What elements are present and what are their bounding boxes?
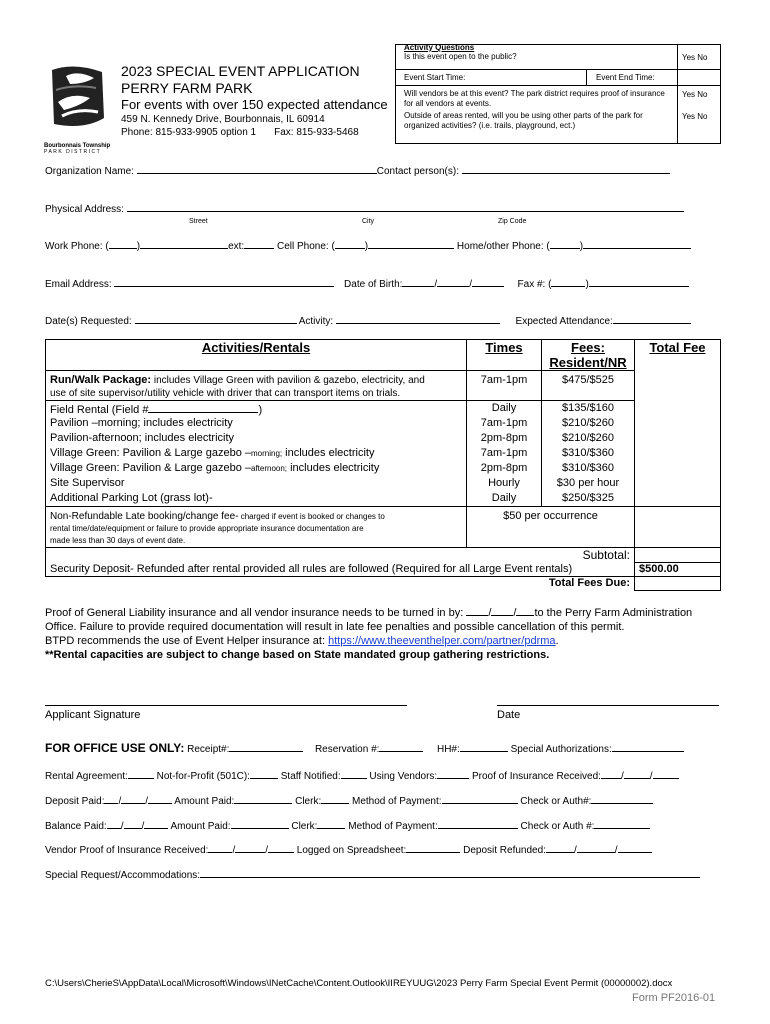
special-auth-label: Special Authorizations: [510,744,612,755]
header-fees: Fees: Resident/NR [542,340,635,371]
contact-info [121,113,359,139]
amount-paid-field[interactable] [234,792,292,804]
subtotal-field[interactable] [635,548,721,563]
yes-no-areas[interactable]: Yes No [682,112,708,121]
dob-month[interactable] [402,275,434,287]
balance-year[interactable] [144,817,168,829]
vendors-label: Using Vendors: [369,771,438,782]
park-district-logo [44,62,112,155]
address-row [45,200,684,215]
refunded-day[interactable] [577,841,615,853]
rental-agreement-label: Rental Agreement: [45,771,128,782]
logo-text-township: Bourbonnais Township [44,143,111,149]
late-fee-total[interactable] [635,507,721,548]
proof-ins-month[interactable] [601,767,621,779]
dob-label: Date of Birth: [344,279,403,290]
email-label: Email Address: [45,279,112,290]
dob-day[interactable] [437,275,469,287]
time-cell: Daily [491,402,517,414]
contact-field[interactable] [462,162,670,174]
work-phone-field[interactable] [140,237,228,249]
fee-cell: $30 per hour [556,477,620,489]
nfp-label: Not-for-Profit (501C): [156,771,250,782]
runwalk-fee: $475/$525 [542,371,635,401]
deposit-label: Security Deposit- Refunded after rental provided all rules are followed (Required for all Large Event rentals) [46,562,635,577]
method-2-label: Method of Payment: [348,821,438,832]
fax-area-code[interactable] [551,275,585,287]
table-row [46,371,721,401]
fee-cell: $135/$160 [562,402,614,414]
staff-label: Staff Notified: [280,771,341,782]
late-fee-row: Non-Refundable Late booking/change fee- charged if event is booked or changes to rental time/date/equipment or failure to provide appropriate insurance documentation are made less than 30 days of event date. $50 per occurrence [46,507,721,548]
office-failure-text: Office. Failure to provide required documentation will result in late fee penalties and possible cancellation of this permit. [45,621,625,633]
date-line[interactable] [497,705,719,706]
signature-line[interactable] [45,705,407,706]
balance-month[interactable] [107,817,121,829]
check-2-label: Check or Auth #: [520,821,595,832]
receipt-label: Receipt#: [187,744,230,755]
deposit-paid-label: Deposit Paid: [45,796,105,807]
date-label: Date [497,709,521,721]
table-row [46,401,721,507]
attendance-field[interactable] [613,312,691,324]
fax: Fax: 815-933-5468 [274,127,359,138]
proof-text: Proof of General Liability insurance and all vendor insurance needs to be turned in by: [45,607,464,619]
logo-text-district: PARK DISTRICT [44,149,102,155]
clerk-2-field[interactable] [317,817,345,829]
fee-cell: $210/$260 [562,417,614,429]
total-fees-label: Total Fees Due: [46,577,635,591]
village-green-morning-row: Village Green: Pavilion & Large gazebo –morning; includes electricity [50,447,375,459]
attendance-label: Expected Attendance: [515,316,613,327]
time-row [396,69,720,86]
method-2-field[interactable] [438,817,518,829]
activity-field[interactable] [336,312,500,324]
amount-paid-label: Amount Paid: [174,796,235,807]
special-request-field[interactable] [200,866,700,878]
check-field[interactable] [591,792,653,804]
applicant-signature-label: Applicant Signature [45,709,141,721]
street-caption: Street [189,218,208,225]
city-caption: City [362,218,375,225]
refunded-label: Deposit Refunded: [463,845,546,856]
refunded-year[interactable] [618,841,652,853]
question-public: Is this event open to the public? [404,52,517,61]
check-label: Check or Auth#: [520,796,592,807]
dates-row [45,312,691,327]
time-cell: Hourly [488,477,520,489]
proof-insurance-label: Proof of Insurance Received: [472,771,601,782]
cell-area-code[interactable] [335,237,365,249]
email-field[interactable] [114,275,334,287]
time-cell: Daily [491,492,517,504]
zip-caption: Zip Code [498,218,527,225]
clerk-2-label: Clerk: [291,821,318,832]
pavilion-morning-row: Pavilion –morning; includes electricity [50,417,233,429]
deposit-paid-month[interactable] [104,792,118,804]
btpd-text: BTPD recommends the use of Event Helper insurance at: [45,635,329,647]
vendor-proof-month[interactable] [208,841,232,853]
fax-field[interactable] [589,275,689,287]
office-row-4: Balance Paid: / / Amount Paid: Clerk: Method of Payment: Check or Auth #: [45,817,650,832]
staff-field[interactable] [341,767,367,779]
contact-label: Contact person(s): [376,166,459,177]
vendors-field[interactable] [437,767,469,779]
dates-field[interactable] [135,312,297,324]
start-time-label: Event Start Time: [404,73,466,82]
title-line-1: 2023 SPECIAL EVENT APPLICATION [121,63,360,79]
title-line-2: PERRY FARM PARK [121,80,253,96]
deposit-row [46,562,721,577]
village-green-afternoon-row: Village Green: Pavilion & Large gazebo –afternoon; includes electricity [50,462,380,474]
phone-row: Work Phone: ( ) ext: Cell Phone: ( ) Home/other Phone: ( ) [45,237,691,252]
logged-label: Logged on Spreadsheet: [296,845,407,856]
fee-cell: $310/$360 [562,447,614,459]
event-helper-link[interactable]: https://www.theeventhelper.com/partner/pdrma [328,635,556,647]
amount-paid-2-field[interactable] [231,817,289,829]
question-vendors: Will vendors be at this event? The park district requires proof of insurance for all vendors at events. [404,89,665,108]
ext-label: ext: [228,241,245,252]
receipt-field[interactable] [229,740,303,752]
deposit-paid-year[interactable] [148,792,172,804]
hh-field[interactable] [460,740,508,752]
amount-paid-2-label: Amount Paid: [170,821,231,832]
deposit-paid-day[interactable] [121,792,145,804]
org-name-row [45,162,670,177]
office-row-3: Deposit Paid: / / Amount Paid: Clerk: Method of Payment: Check or Auth#: [45,792,653,807]
special-request-label: Special Request/Accommodations: [45,870,201,881]
physical-address-label: Physical Address: [45,204,124,215]
balance-paid-label: Balance Paid: [45,821,107,832]
late-fee-label: Non-Refundable Late booking/change fee- [50,511,239,522]
ext-field[interactable] [244,237,274,249]
address: 459 N. Kennedy Drive, Bourbonnais, IL 60914 [121,114,325,125]
refunded-month[interactable] [546,841,574,853]
cell-phone-field[interactable] [368,237,454,249]
office-row-5: Vendor Proof of Insurance Received: / / Logged on Spreadsheet: Deposit Refunded: / / [45,841,652,856]
fee-cell: $250/$325 [562,492,614,504]
proof-day[interactable] [491,604,513,616]
vendor-proof-day[interactable] [235,841,265,853]
proof-text-end: to the Perry Farm Administration [534,607,693,619]
email-row: Email Address: Date of Birth: / / Fax #: ( ) [45,275,689,290]
subtotal-label: Subtotal: [46,548,635,563]
header-activities: Activities/Rentals [46,340,467,371]
office-row-1 [45,740,684,755]
runwalk-time: 7am-1pm [467,371,542,401]
reservation-label: Reservation #: [314,744,380,755]
time-cell: 7am-1pm [480,417,528,429]
activity-questions-box [395,44,721,144]
time-cell: 7am-1pm [480,447,528,459]
field-rental-row: Field Rental (Field # ) [50,401,462,416]
work-area-code[interactable] [109,237,137,249]
questions-title: Activity Questions [404,43,475,52]
org-name-field[interactable] [137,162,377,174]
areas-row [396,111,720,143]
site-supervisor-row: Site Supervisor [50,477,125,489]
runwalk-line2: use of site supervisor/utility vehicle with driver that can transport items on trials. [50,388,401,399]
phone: Phone: 815-933-9905 option 1 [121,127,257,138]
home-phone-label: Home/other Phone: ( [456,241,550,252]
clerk-label: Clerk: [295,796,322,807]
form-id: Form PF2016-01 [632,992,716,1004]
subtotal-row [46,548,721,563]
activity-label: Activity: [298,316,334,327]
office-row-2: Rental Agreement: Not-for-Profit (501C): Staff Notified: Using Vendors: Proof of Insurance Received: / / [45,767,679,782]
fee-cell: $210/$260 [562,432,614,444]
fax-label: Fax #: ( [517,279,552,290]
special-auth-field[interactable] [612,740,684,752]
yes-no-public[interactable]: Yes No [682,53,708,62]
reservation-field[interactable] [379,740,423,752]
vendors-row [396,85,720,112]
physical-address-field[interactable] [127,200,684,212]
parking-lot-row: Additional Parking Lot (grass lot)- [50,492,213,504]
cell-phone-label: Cell Phone: ( [276,241,335,252]
page-title [121,63,360,97]
yes-no-vendors[interactable]: Yes No [682,90,708,99]
dob-year[interactable] [472,275,504,287]
home-phone-field[interactable] [583,237,691,249]
method-label: Method of Payment: [352,796,442,807]
clerk-field[interactable] [321,792,349,804]
dates-label: Date(s) Requested: [45,316,132,327]
time-cell: 2pm-8pm [480,432,528,444]
runwalk-line1: Run/Walk Package: includes Village Green with pavilion & gazebo, electricity, and [50,374,425,386]
header-total-fee: Total Fee [635,340,721,507]
proof-ins-day[interactable] [624,767,650,779]
check-2-field[interactable] [594,817,650,829]
balance-day[interactable] [124,817,142,829]
total-row [46,577,721,591]
deposit-amount: $500.00 [635,562,721,577]
office-use-title: FOR OFFICE USE ONLY: [45,741,185,755]
hh-label: HH#: [436,744,460,755]
org-name-label: Organization Name: [45,166,134,177]
file-path: C:\Users\CherieS\AppData\Local\Microsoft\Windows\INetCache\Content.Outlook\IIREYUUG\2023 Perry Farm Special Event Permit (00000002).docx [45,978,673,989]
notes-block: Proof of General Liability insurance and all vendor insurance needs to be turned in by: / / to the Perry Farm Administration Office. Failure to provide required documentation will result in late fee penalties and possible cancellation of this permit. BTPD recommends the use of Event Helper insurance at: https://www.theeventhelper.com/partner/pdrma. **Rental capacities are subject to change based on State mandated group gathering restrictions. [45,604,725,662]
question-areas: Outside of areas rented, will you be using other parts of the park for organized activities? (i.e. trails, playground, ect.) [404,111,643,130]
nfp-field[interactable] [250,767,278,779]
total-fees-field[interactable] [635,577,721,591]
fee-cell: $310/$360 [562,462,614,474]
time-cell: 2pm-8pm [480,462,528,474]
home-area-code[interactable] [550,237,580,249]
method-field[interactable] [442,792,518,804]
header-times: Times [467,340,542,371]
capacity-note: **Rental capacities are subject to change based on State mandated group gathering restrictions. [45,649,550,661]
pavilion-afternoon-row: Pavilion-afternoon; includes electricity [50,432,235,444]
subtitle: For events with over 150 expected attendance [121,97,388,112]
proof-month[interactable] [466,604,488,616]
logged-field[interactable] [406,841,460,853]
work-phone-label: Work Phone: ( [45,241,109,252]
vendor-proof-label: Vendor Proof of Insurance Received: [45,845,209,856]
table-header-row [46,340,721,371]
rental-agreement-field[interactable] [128,767,154,779]
activities-table [45,339,721,591]
proof-year[interactable] [516,604,534,616]
proof-ins-year[interactable] [653,767,679,779]
vendor-proof-year[interactable] [268,841,294,853]
late-fee-amount: $50 per occurrence [467,507,635,548]
end-time-label: Event End Time: [596,73,655,82]
field-number-field[interactable] [148,401,258,413]
office-row-6 [45,866,700,881]
